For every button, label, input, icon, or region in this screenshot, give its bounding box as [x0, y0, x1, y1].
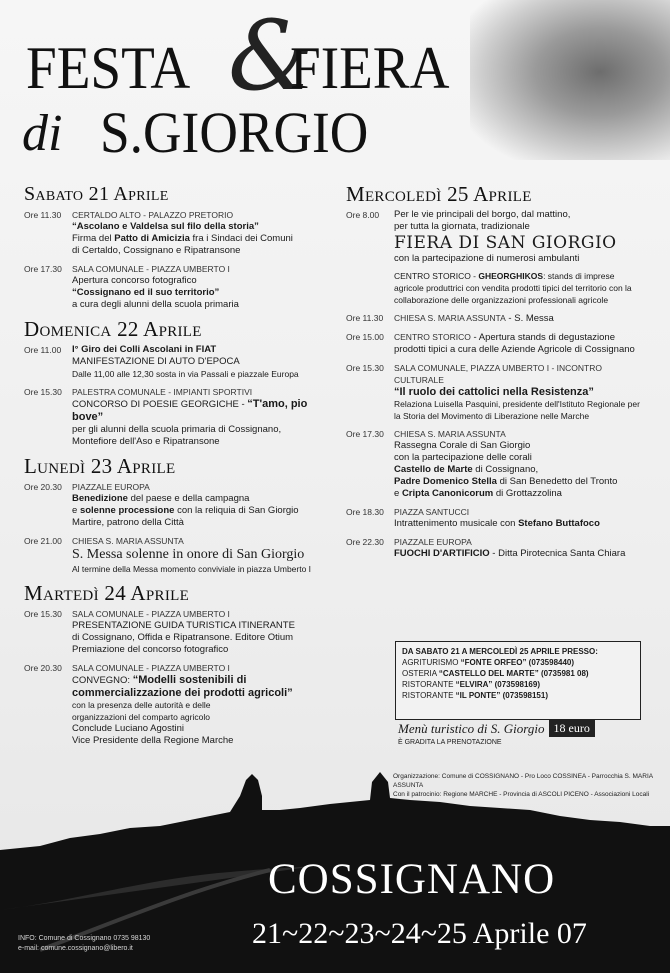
event-place: SALA COMUNALE, PIAZZA UMBERTO I - INCONTRO CULTURALE — [394, 363, 602, 385]
festival-dates: 21~22~23~24~25 Aprile 07 — [252, 917, 587, 950]
event-text: con la partecipazione di numerosi ambulanti — [394, 253, 580, 264]
event-time: Ore 17.30 — [346, 429, 384, 439]
event — [24, 209, 324, 257]
title-di: di — [22, 105, 63, 162]
event-time: Ore 11.30 — [346, 313, 384, 323]
restaurant-item: RISTORANTE “ELVIRA” (073598169) — [402, 680, 540, 689]
event-text: e solenne processione con la reliquia di San Giorgio Martire, patrono della Città — [72, 505, 299, 528]
event-text: Intrattenimento musicale con Stefano Buttafoco — [394, 518, 600, 529]
event — [24, 535, 324, 575]
event-text: Firma del Patto di Amicizia fra i Sindaci dei Comuni — [72, 233, 293, 244]
title-ampersand: & — [228, 0, 314, 112]
booking-note: È GRADITA LA PRENOTAZIONE — [398, 739, 502, 746]
restaurants-box — [395, 641, 641, 720]
event — [346, 536, 646, 560]
patronage-line: Con il patrocinio: Regione MARCHE - Provincia di ASCOLI PICENO - Associazioni Locali — [393, 791, 650, 798]
event-time: Ore 18.30 — [346, 507, 384, 517]
event-time: Ore 15.30 — [24, 609, 62, 619]
event-time: Ore 20.30 — [24, 482, 62, 492]
event-text: per tutta la giornata, tradizionale — [394, 221, 530, 232]
event-text: per gli alunni della scuola primaria di Cossignano, Montefiore dell'Aso e Ripatransone — [72, 424, 282, 447]
organizers-line: Organizzazione: Comune di COSSIGNANO - Pro Loco COSSINEA - Parrocchia S. MARIA ASSUNTA — [393, 773, 653, 789]
tourist-menu-label: Menù turistico di S. Giorgio — [398, 720, 545, 736]
event-text: Castello de Marte di Cossignano, — [394, 464, 539, 475]
event-title: S. Messa solenne in onore di San Giorgio — [72, 547, 305, 562]
event-text: CONVEGNO: “Modelli sostenibili di — [72, 674, 247, 686]
title-fiera: FIERA — [290, 35, 450, 101]
event-text: con la presenza delle autorità e delle — [72, 700, 211, 710]
restaurant-item: OSTERIA “CASTELLO DEL MARTE” (0735981 08) — [402, 669, 589, 678]
event — [24, 344, 324, 380]
event-time: Ore 17.30 — [24, 264, 62, 274]
event-place: CHIESA S. MARIA ASSUNTA — [394, 429, 506, 439]
day-heading: Martedì 24 Aprile — [24, 581, 190, 605]
info-email: e-mail: comune.cossignano@libero.it — [18, 945, 133, 952]
event — [346, 331, 646, 356]
event-place: PIAZZA SANTUCCI — [394, 507, 470, 517]
day-heading: Sabato 21 Aprile — [24, 183, 169, 205]
event-time: Ore 20.30 — [24, 663, 62, 673]
title-saint: S.GIORGIO — [100, 100, 369, 165]
event-title: “Cossignano ed il suo territorio” — [72, 287, 220, 298]
poster-header — [0, 0, 670, 175]
event-title: FIERA DI SAN GIORGIO — [394, 233, 617, 253]
event-title: I° Giro dei Colli Ascolani in FIAT — [72, 344, 217, 355]
town-name: COSSIGNANO — [268, 856, 556, 903]
event-place: SALA COMUNALE - PIAZZA UMBERTO I — [72, 663, 230, 673]
event-text: Dalle 11,00 alle 12,30 sosta in via Passali e piazzale Europa — [72, 369, 299, 379]
event-time: Ore 15.30 — [24, 387, 62, 397]
program-left-column — [24, 180, 324, 753]
event — [346, 362, 646, 422]
event-text: Vice Presidente della Regione Marche — [72, 735, 234, 746]
event-place: CHIESA S. MARIA ASSUNTA — [72, 536, 184, 546]
restaurant-item: RISTORANTE “IL PONTE” (073598151) — [402, 691, 548, 700]
event-place: PIAZZALE EUROPA — [394, 537, 472, 547]
event — [24, 481, 324, 529]
event — [24, 662, 324, 747]
event — [346, 506, 646, 530]
event-text: FUOCHI D'ARTIFICIO - Ditta Pirotecnica Santa Chiara — [394, 548, 626, 559]
event — [24, 608, 324, 656]
event-text: Per le vie principali del borgo, dal mattino, — [394, 209, 571, 220]
day-heading: Lunedì 23 Aprile — [24, 454, 176, 478]
event-text: organizzazioni del comparto agricolo — [72, 712, 210, 722]
event-text: CONCORSO DI POESIE GEORGICHE - “T'amo, pio bove” — [72, 398, 308, 423]
event-time: Ore 8.00 — [346, 210, 380, 220]
event-time: Ore 15.00 — [346, 332, 384, 342]
title-festa: FESTA — [26, 35, 191, 101]
event-place: PALESTRA COMUNALE - IMPIANTI SPORTIVI — [72, 387, 253, 397]
event-time: Ore 22.30 — [346, 537, 384, 547]
event-text: - Apertura stands di degustazione prodotti tipici a cura delle Aziende Agricole di Cossignano — [394, 332, 635, 355]
info-phone: INFO: Comune di Cossignano 0735 98130 — [18, 935, 151, 942]
event-text: Rassegna Corale di San Giorgio — [394, 440, 531, 451]
event-place: SALA COMUNALE - PIAZZA UMBERTO I — [72, 609, 230, 619]
event-text: di Certaldo, Cossignano e Ripatransone — [72, 245, 241, 256]
event-text: MANIFESTAZIONE DI AUTO D'EPOCA — [72, 356, 240, 367]
event-place: SALA COMUNALE - PIAZZA UMBERTO I — [72, 264, 230, 274]
event-time: Ore 21.00 — [24, 536, 62, 546]
contact-info — [18, 934, 150, 954]
event-title: commercializzazione dei prodotti agricoli” — [72, 687, 293, 699]
event-text: CENTRO STORICO - GHEORGHIKOS: stands di imprese agricole produttrici con vendita prodotti tipici del territorio con la collaborazione delle organizzazioni professionali agricole — [394, 271, 632, 305]
event-text: PRESENTAZIONE GUIDA TURISTICA ITINERANTE — [72, 620, 295, 631]
event-text: a cura degli alunni della scuola primaria — [72, 299, 239, 310]
event-text: Apertura concorso fotografico — [72, 275, 197, 286]
event — [24, 386, 324, 448]
saint-george-illustration — [470, 0, 670, 160]
event — [346, 209, 646, 306]
day-heading: Mercoledì 25 Aprile — [346, 182, 532, 206]
event — [346, 312, 646, 325]
event — [346, 428, 646, 500]
event-time: Ore 11.30 — [24, 210, 62, 220]
event-text: Padre Domenico Stella di San Benedetto del Tronto — [394, 476, 618, 487]
event — [24, 263, 324, 311]
event-place: CHIESA S. MARIA ASSUNTA — [394, 313, 506, 323]
event-time: Ore 11.00 — [24, 345, 62, 355]
restaurants-header: DA SABATO 21 A MERCOLEDÌ 25 APRILE PRESSO: — [402, 647, 598, 656]
event-title: “Ascolano e Valdelsa sul filo della storia” — [72, 221, 259, 232]
event-text: Benedizione del paese e della campagna — [72, 493, 250, 504]
event-title: “Il ruolo dei cattolici nella Resistenza” — [394, 386, 594, 398]
restaurant-item: AGRITURISMO “FONTE ORFEO” (073598440) — [402, 658, 575, 667]
day-heading: Domenica 22 Aprile — [24, 317, 202, 341]
event-text: con la partecipazione delle corali — [394, 452, 532, 463]
tourist-menu — [398, 720, 638, 737]
event-text: e Cripta Canonicorum di Grottazzolina — [394, 488, 562, 499]
event-text: Conclude Luciano Agostini — [72, 723, 184, 734]
event-text: Al termine della Messa momento conviviale in piazza Umberto I — [72, 564, 312, 574]
tourist-menu-price: 18 euro — [549, 720, 595, 737]
event-text: Premiazione del concorso fotografico — [72, 644, 229, 655]
event-text: di Cossignano, Offida e Ripatransone. Editore Otium — [72, 632, 294, 643]
program-right-column — [346, 180, 646, 566]
event-text: - S. Messa — [505, 313, 554, 324]
event-place: CENTRO STORICO — [394, 332, 471, 342]
event-place: CERTALDO ALTO - PALAZZO PRETORIO — [72, 210, 234, 220]
event-time: Ore 15.30 — [346, 363, 384, 373]
event-text: Relaziona Luisella Pasquini, presidente dell'Istituto Regionale per la Storia del Movimento di Liberazione nelle Marche — [394, 399, 640, 421]
event-place: PIAZZALE EUROPA — [72, 482, 150, 492]
